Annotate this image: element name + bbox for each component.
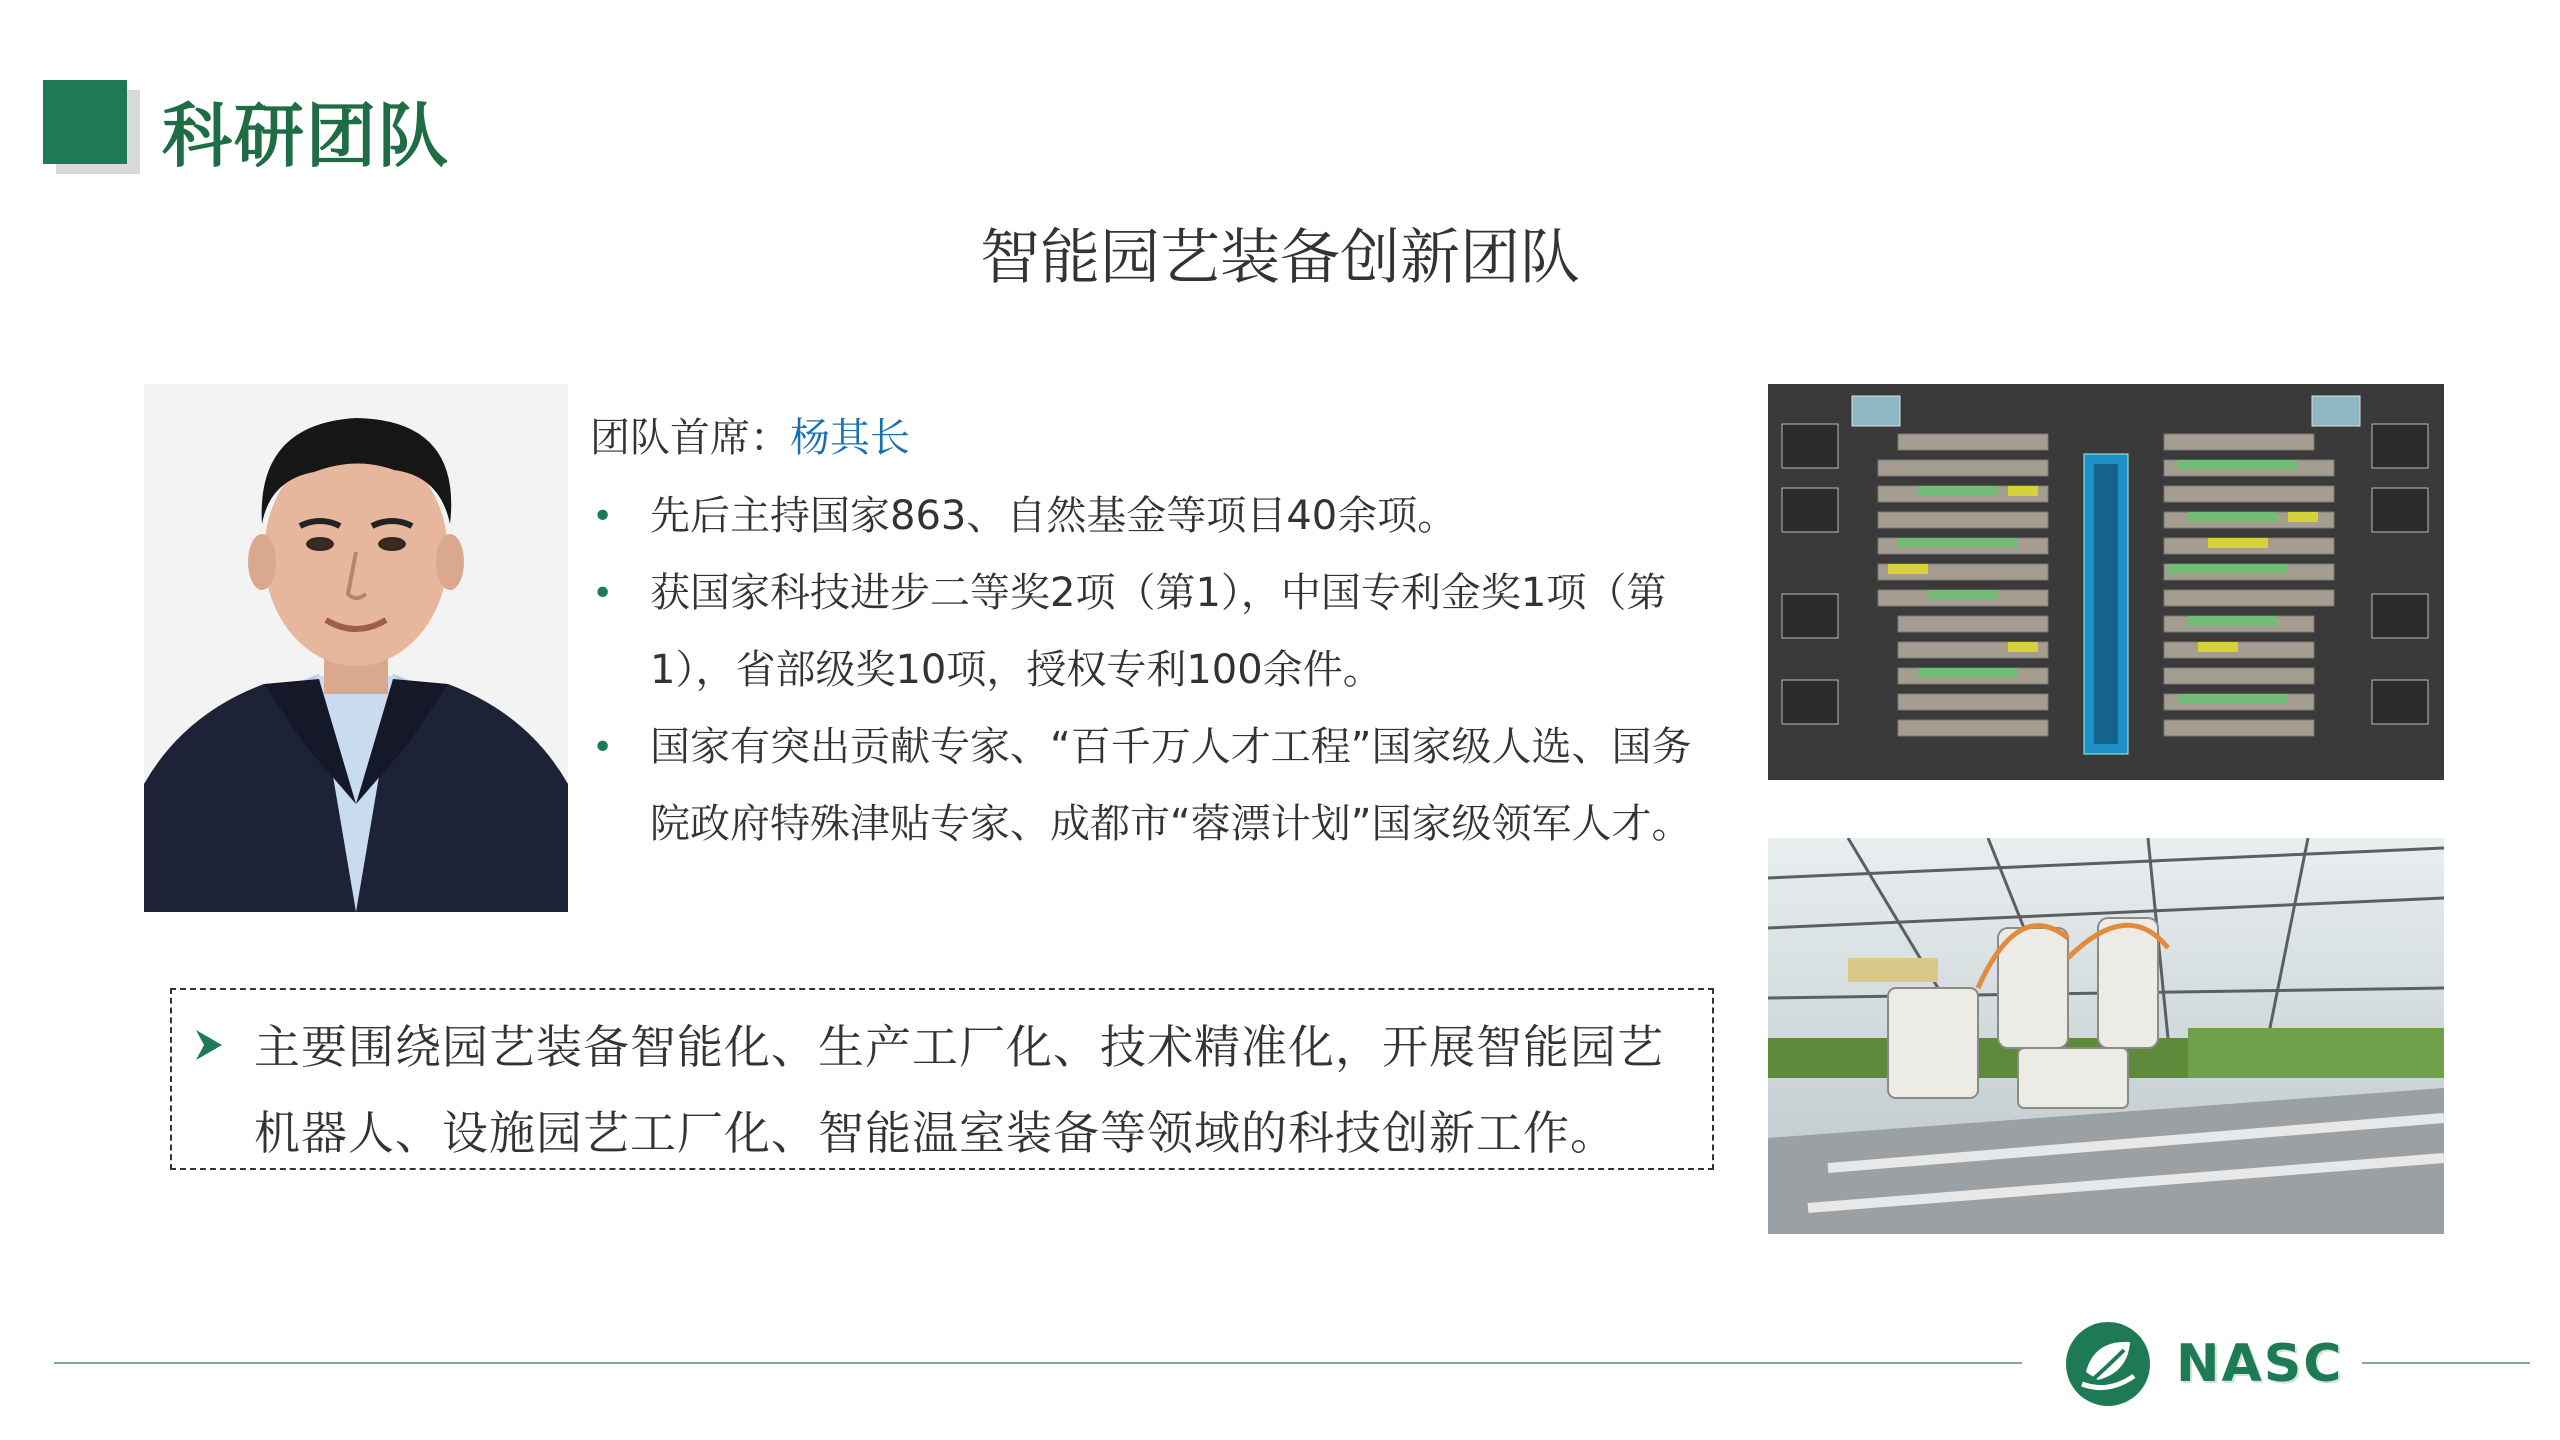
leaf-logo-icon — [2064, 1320, 2152, 1408]
list-item-text: 先后主持国家863、自然基金等项目40余项。 — [650, 493, 1458, 539]
page-title: 科研团队 — [162, 95, 450, 177]
greenhouse-robot-photo — [1768, 838, 2444, 1234]
summary-text: 主要围绕园艺装备智能化、生产工厂化、技术精准化，开展智能园艺机器人、设施园艺工厂化、智能温室装备等领域的科技创新工作。 — [254, 1020, 1664, 1160]
list-item-text: 国家有突出贡献专家、“百千万人才工程”国家级人选、国务院政府特殊津贴专家、成都市“蓉漂计划”国家级领军人才。 — [650, 724, 1692, 847]
team-leader-line — [590, 408, 910, 468]
footer-divider-left — [54, 1362, 2022, 1364]
summary-box — [170, 988, 1714, 1170]
list-item — [590, 555, 1720, 709]
bullet-icon: • — [592, 573, 614, 614]
list-item — [590, 478, 1720, 555]
team-leader-name: 杨其长 — [790, 415, 910, 461]
list-item-text: 获国家科技进步二等奖2项（第1），中国专利金奖1项（第1），省部级奖10项，授权专利100余件。 — [650, 570, 1667, 693]
arrow-right-icon — [194, 1028, 224, 1062]
page-subtitle — [0, 218, 2560, 298]
logo-text: NASC — [2176, 1334, 2344, 1394]
subtitle-text: 智能园艺装备创新团队 — [980, 223, 1580, 293]
portrait-photo — [144, 384, 568, 912]
list-item — [590, 709, 1720, 863]
greenhouse-dashboard-image — [1768, 384, 2444, 780]
team-leader-label: 团队首席： — [590, 415, 790, 461]
bullet-icon: • — [592, 727, 614, 768]
achievement-list — [590, 478, 1720, 863]
green-square-icon — [43, 80, 127, 164]
bullet-icon: • — [592, 496, 614, 537]
footer-divider-right — [2362, 1362, 2530, 1364]
